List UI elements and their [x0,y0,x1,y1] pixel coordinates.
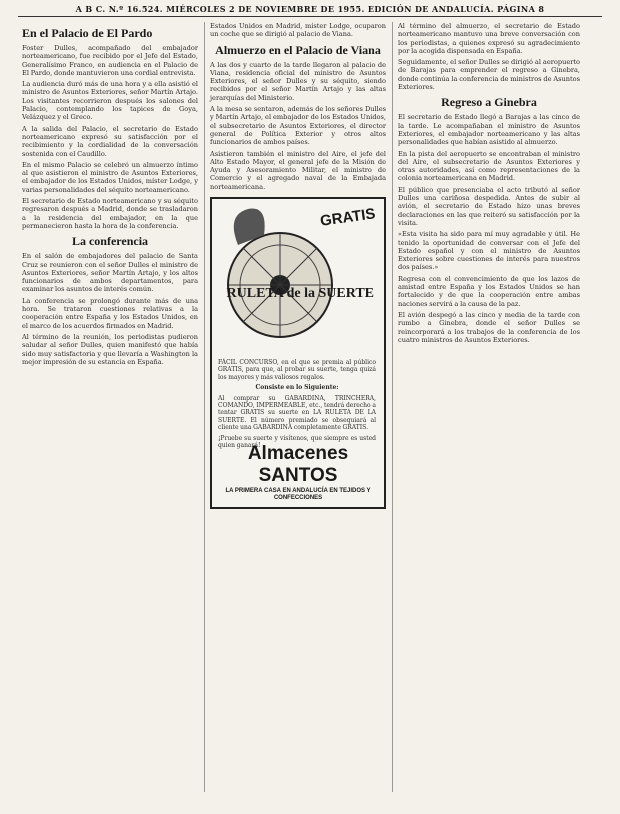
paragraph: A las dos y cuarto de la tarde llegaron al palacio de Viana, residencia oficial del ministro de Asuntos Exteriores, el señor Dulles y su séquito, siendo recibidos por el señor Martín Artajo y las altas jerarquías del Ministerio. [210,60,386,102]
paragraph: «Esta visita ha sido para mí muy agradable y útil. He tenido la oportunidad de conversar con el Jefe del Estado español y con el ministro de Asuntos Exteriores sobre cuestiones de interés para nuestros dos países.» [398,230,580,272]
roulette-illustration [218,205,368,355]
ad-paragraph: Consiste en lo Siguiente: [255,384,339,392]
ad-paragraph: FÁCIL CONCURSO, en el que se premia al público GRATIS, para que, al probar su suerte, tenga quizá los mayores y más valiosos regalos. [218,359,376,381]
paragraph: A la salida del Palacio, el secretario de Estado norteamericano expresó su satisfacción por el recibimiento y la cordialidad de la conversación sostenida con el Caudillo. [22,124,198,158]
paragraph: Asistieron también el ministro del Aire, el jefe del Alto Estado Mayor, el general jefe de la Misión de Ayuda y Asesoramiento Militar, el ministro de Comercio y el agregado naval de la Embajada norteamericana. [210,149,386,191]
column-1 [22,22,198,369]
headline-conferencia: La conferencia [71,234,149,249]
headline-ginebra: Regreso a Ginebra [441,95,537,110]
ad-body [218,359,376,452]
paragraph: La audiencia duró más de una hora y a ella asistió el ministro de Asuntos Exteriores, señor Martín Artajo. Los visitantes recorrieron después los salones del Palacio, contemplando los tapices de Goya, Velázquez y el Greco. [22,80,198,122]
ad-ruleta-title: RULETA de la SUERTE [226,286,374,302]
page-header: A B C. N.º 16.524. MIÉRCOLES 2 DE NOVIEMBRE DE 1955. EDICIÓN DE ANDALUCÍA. PÁGINA 8 [75,4,545,14]
paragraph: Seguidamente, el señor Dulles se dirigió al aeropuerto de Barajas para emprender el regreso a Ginebra, donde continúa la conferencia de ministros de Asuntos Exteriores. [398,58,580,92]
header-rule [18,16,602,17]
column-divider [204,22,205,792]
paragraph: En el mismo Palacio se celebró un almuerzo íntimo al que asistieron el ministro de Asuntos Exteriores, el embajador de los Estados Unidos, míster Lodge, y varias personalidades del séquito norteamericano. [22,160,198,194]
paragraph: Estados Unidos en Madrid, míster Lodge, ocuparon un coche que se dirigió al palacio de Viana. [210,22,386,39]
paragraph: La conferencia se prolongó durante más de una hora. Se trataron cuestiones relativas a la cooperación entre España y los Estados Unidos, en el marco de los acuerdos firmados en Madrid. [22,296,198,330]
paragraph: En la pista del aeropuerto se encontraban el ministro del Aire, el subsecretario de Asuntos Exteriores y otras autoridades, así como representaciones de la colonia norteamericana en Madrid. [398,149,580,183]
advertisement [210,197,386,509]
paragraph: El avión despegó a las cinco y media de la tarde con rumbo a Ginebra, donde el señor Dulles se reincorporará a los trabajos de la conferencia de los cuatro ministros de Asuntos Exteriores. [398,310,580,344]
ad-brand: Almacenes SANTOS [247,443,349,487]
ad-paragraph: ¡Pruebe su suerte y visítenos, que siempre es usted quien ganará! [218,434,376,450]
headline-pardo: En el Palacio de El Pardo [22,26,153,40]
column-2 [210,22,386,509]
ad-paragraph: Al comprar su GABARDINA, TRINCHERA, COMANDO, IMPERMEABLE, etc., tendrá derecho a tentar GRATIS su suerte en LA RULETA DE LA SUERTE. El número premiado se obsequiará al cliente una GABARDINA completamente GRATIS. [218,394,376,432]
paragraph: Al término del almuerzo, el secretario de Estado norteamericano mantuvo una breve conversación con los periodistas, a quienes expresó su agradecimiento por la acogida dispensada en España. [398,22,580,55]
ad-gratis-label: GRATIS [319,205,377,230]
ad-tagline: LA PRIMERA CASA EN ANDALUCÍA EN TEJIDOS Y CONFECCIONES [225,488,371,502]
column-divider [392,22,393,792]
paragraph: En el salón de embajadores del palacio de Santa Cruz se reunieron con el señor Dulles el ministro de Asuntos Exteriores, señor Martín Artajo, y los altos funcionarios de ambos departamentos, para examinar los asuntos de interés común. [22,252,198,294]
paragraph: El secretario de Estado norteamericano y su séquito regresaron después a Madrid, donde se trasladaron a la residencia del embajador, en la que permanecieron hasta la hora de la conferencia. [22,197,198,230]
column-3 [398,22,580,347]
paragraph: El público que presenciaba el acto tributó al señor Dulles una cariñosa despedida. Antes de subir al avión, el secretario de Estado hizo unas breves declaraciones en las que reiteró su satisfacción por la visita. [398,185,580,227]
headline-viana: Almuerzo en el Palacio de Viana [215,42,381,57]
paragraph: Regresa con el convencimiento de que los lazos de amistad entre España y los Estados Unidos se han fortalecido y de que la cooperación entre ambas naciones servirá a la causa de la paz. [398,274,580,308]
paragraph: Al término de la reunión, los periodistas pudieron saludar al señor Dulles, quien manifestó que había sido muy satisfactoria y que llevaría a Washington la mejor impresión de su estancia en España. [22,332,198,366]
paragraph: Foster Dulles, acompañado del embajador norteamericano, fue recibido por el Jefe del Estado, Generalísimo Franco, en audiencia en el Palacio de El Pardo, donde mantuvieron una cordial entrevista. [22,44,198,77]
paragraph: El secretario de Estado llegó a Barajas a las cinco de la tarde. Le acompañaban el ministro de Asuntos Exteriores, el embajador norteamericano y las altas personalidades que habían asistido al almuerzo. [398,113,580,147]
paragraph: A la mesa se sentaron, además de los señores Dulles y Martín Artajo, el embajador de los Estados Unidos, el subsecretario de Asuntos Exteriores, el director general de Política Exterior y otros altos funcionarios de ambos países. [210,105,386,147]
